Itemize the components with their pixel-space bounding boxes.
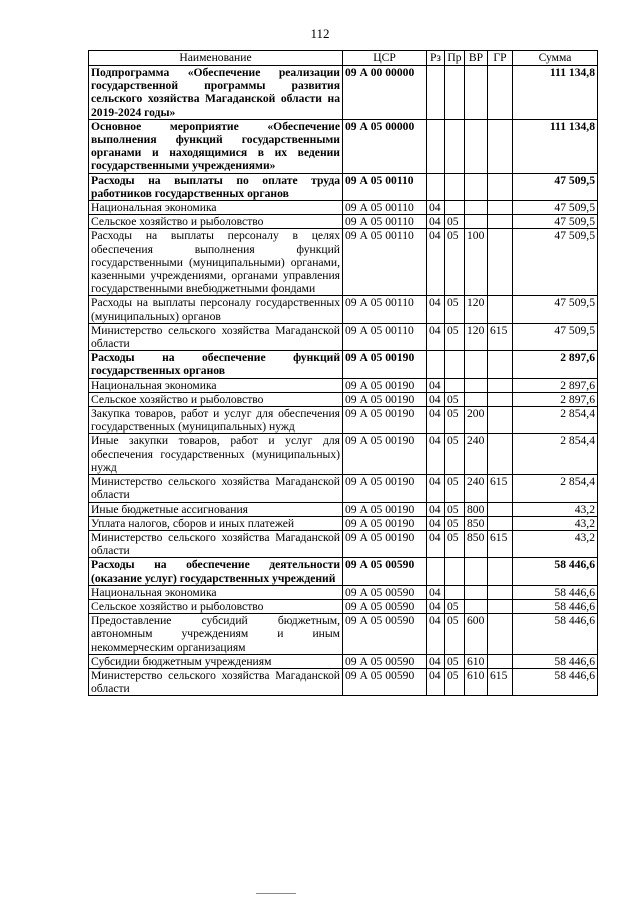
cell-vr: 240 xyxy=(465,475,488,502)
cell-csr: 09 А 05 00110 xyxy=(343,215,427,229)
cell-pr xyxy=(445,585,465,599)
cell-gr xyxy=(488,119,513,173)
cell-name: Сельское хозяйство и рыболовство xyxy=(89,215,343,229)
cell-sum: 111 134,8 xyxy=(513,66,598,120)
cell-pr: 05 xyxy=(445,502,465,516)
table-row xyxy=(89,585,598,599)
cell-name: Расходы на обеспечение деятельности (оказание услуг) государственных учреждений xyxy=(89,558,343,585)
header-rz: Рз xyxy=(427,51,445,66)
cell-vr xyxy=(465,201,488,215)
table-row xyxy=(89,407,598,434)
header-sum: Сумма xyxy=(513,51,598,66)
cell-csr: 09 А 05 00190 xyxy=(343,351,427,378)
page-number: 112 xyxy=(310,26,330,41)
cell-gr xyxy=(488,378,513,392)
cell-name: Министерство сельского хозяйства Магаданской области xyxy=(89,530,343,557)
cell-csr: 09 А 05 00190 xyxy=(343,407,427,434)
cell-sum: 2 897,6 xyxy=(513,392,598,406)
cell-csr: 09 А 05 00110 xyxy=(343,323,427,350)
cell-rz: 04 xyxy=(427,392,445,406)
table-row xyxy=(89,654,598,668)
cell-name: Сельское хозяйство и рыболовство xyxy=(89,392,343,406)
cell-name: Министерство сельского хозяйства Магаданской области xyxy=(89,475,343,502)
table-row xyxy=(89,599,598,613)
cell-gr xyxy=(488,66,513,120)
table-row xyxy=(89,558,598,585)
cell-rz: 04 xyxy=(427,296,445,323)
cell-rz xyxy=(427,66,445,120)
cell-vr xyxy=(465,392,488,406)
table-header xyxy=(89,51,598,66)
cell-vr: 100 xyxy=(465,229,488,296)
cell-pr: 05 xyxy=(445,599,465,613)
cell-gr xyxy=(488,201,513,215)
cell-sum: 2 854,4 xyxy=(513,407,598,434)
cell-vr: 120 xyxy=(465,323,488,350)
cell-vr xyxy=(465,585,488,599)
cell-pr: 05 xyxy=(445,229,465,296)
cell-gr xyxy=(488,351,513,378)
cell-sum: 58 446,6 xyxy=(513,599,598,613)
cell-rz: 04 xyxy=(427,516,445,530)
cell-gr xyxy=(488,215,513,229)
cell-gr xyxy=(488,392,513,406)
cell-gr xyxy=(488,558,513,585)
cell-vr: 120 xyxy=(465,296,488,323)
cell-gr xyxy=(488,296,513,323)
cell-vr xyxy=(465,173,488,200)
cell-name: Министерство сельского хозяйства Магаданской области xyxy=(89,668,343,695)
cell-csr: 09 А 05 00190 xyxy=(343,434,427,475)
cell-name: Министерство сельского хозяйства Магаданской области xyxy=(89,323,343,350)
cell-sum: 2 854,4 xyxy=(513,434,598,475)
cell-sum: 2 897,6 xyxy=(513,351,598,378)
cell-vr xyxy=(465,558,488,585)
cell-sum: 43,2 xyxy=(513,516,598,530)
cell-sum: 47 509,5 xyxy=(513,173,598,200)
cell-pr: 05 xyxy=(445,475,465,502)
cell-gr xyxy=(488,614,513,655)
cell-vr xyxy=(465,119,488,173)
cell-rz: 04 xyxy=(427,530,445,557)
cell-csr: 09 А 05 00190 xyxy=(343,475,427,502)
header-row xyxy=(89,51,598,66)
cell-name: Иные бюджетные ассигнования xyxy=(89,502,343,516)
cell-sum: 2 854,4 xyxy=(513,475,598,502)
table-row xyxy=(89,66,598,120)
cell-sum: 47 509,5 xyxy=(513,201,598,215)
cell-gr xyxy=(488,434,513,475)
cell-gr xyxy=(488,516,513,530)
cell-pr xyxy=(445,378,465,392)
cell-csr: 09 А 00 00000 xyxy=(343,66,427,120)
cell-sum: 43,2 xyxy=(513,530,598,557)
cell-rz: 04 xyxy=(427,215,445,229)
cell-pr: 05 xyxy=(445,614,465,655)
cell-name: Национальная экономика xyxy=(89,378,343,392)
cell-vr xyxy=(465,215,488,229)
cell-gr: 615 xyxy=(488,323,513,350)
cell-vr: 200 xyxy=(465,407,488,434)
cell-vr xyxy=(465,378,488,392)
cell-rz: 04 xyxy=(427,201,445,215)
cell-gr xyxy=(488,229,513,296)
cell-vr: 850 xyxy=(465,516,488,530)
table-row xyxy=(89,215,598,229)
cell-gr xyxy=(488,585,513,599)
cell-pr: 05 xyxy=(445,215,465,229)
cell-name: Субсидии бюджетным учреждениям xyxy=(89,654,343,668)
cell-csr: 09 А 05 00110 xyxy=(343,173,427,200)
cell-gr xyxy=(488,173,513,200)
cell-sum: 58 446,6 xyxy=(513,654,598,668)
header-name: Наименование xyxy=(89,51,343,66)
header-gr: ГР xyxy=(488,51,513,66)
cell-pr: 05 xyxy=(445,654,465,668)
cell-csr: 09 А 05 00000 xyxy=(343,119,427,173)
cell-rz: 04 xyxy=(427,407,445,434)
cell-name: Сельское хозяйство и рыболовство xyxy=(89,599,343,613)
cell-csr: 09 А 05 00590 xyxy=(343,668,427,695)
cell-pr: 05 xyxy=(445,323,465,350)
cell-name: Подпрограмма «Обеспечение реализации государственной программы развития сельского хозяйства Магаданской области на 2019-2024 годы» xyxy=(89,66,343,120)
cell-csr: 09 А 05 00190 xyxy=(343,392,427,406)
cell-name: Расходы на выплаты персоналу государственных (муниципальных) органов xyxy=(89,296,343,323)
cell-vr: 240 xyxy=(465,434,488,475)
cell-sum: 43,2 xyxy=(513,502,598,516)
cell-pr: 05 xyxy=(445,296,465,323)
cell-pr xyxy=(445,119,465,173)
cell-pr xyxy=(445,173,465,200)
cell-gr xyxy=(488,407,513,434)
cell-gr xyxy=(488,654,513,668)
cell-rz xyxy=(427,119,445,173)
cell-csr: 09 А 05 00190 xyxy=(343,516,427,530)
cell-name: Иные закупки товаров, работ и услуг для обеспечения государственных (муниципальных) нужд xyxy=(89,434,343,475)
cell-csr: 09 А 05 00590 xyxy=(343,558,427,585)
cell-pr: 05 xyxy=(445,530,465,557)
cell-pr: 05 xyxy=(445,407,465,434)
cell-sum: 58 446,6 xyxy=(513,614,598,655)
cell-csr: 09 А 05 00110 xyxy=(343,296,427,323)
cell-vr: 610 xyxy=(465,668,488,695)
cell-csr: 09 А 05 00110 xyxy=(343,229,427,296)
cell-vr: 850 xyxy=(465,530,488,557)
cell-name: Расходы на выплаты персоналу в целях обеспечения выполнения функций государственными (муниципальными) органами, казенными учреждениями, органами управления государственными внебюджетными фондами xyxy=(89,229,343,296)
cell-sum: 2 897,6 xyxy=(513,378,598,392)
cell-rz xyxy=(427,351,445,378)
cell-rz: 04 xyxy=(427,654,445,668)
cell-name: Национальная экономика xyxy=(89,201,343,215)
cell-pr xyxy=(445,351,465,378)
cell-vr: 600 xyxy=(465,614,488,655)
cell-name: Национальная экономика xyxy=(89,585,343,599)
cell-pr: 05 xyxy=(445,434,465,475)
cell-csr: 09 А 05 00590 xyxy=(343,599,427,613)
cell-csr: 09 А 05 00590 xyxy=(343,614,427,655)
cell-csr: 09 А 05 00190 xyxy=(343,502,427,516)
budget-table xyxy=(88,50,598,696)
cell-name: Закупка товаров, работ и услуг для обеспечения государственных (муниципальных) нужд xyxy=(89,407,343,434)
cell-vr xyxy=(465,66,488,120)
cell-rz: 04 xyxy=(427,434,445,475)
table-row xyxy=(89,351,598,378)
cell-rz xyxy=(427,558,445,585)
cell-gr xyxy=(488,599,513,613)
cell-sum: 47 509,5 xyxy=(513,296,598,323)
cell-name: Расходы на обеспечение функций государственных органов xyxy=(89,351,343,378)
cell-sum: 47 509,5 xyxy=(513,229,598,296)
cell-name: Основное мероприятие «Обеспечение выполнения функций государственными органами и находящимися в их ведении государственными учреждениями» xyxy=(89,119,343,173)
cell-rz: 04 xyxy=(427,323,445,350)
table-row xyxy=(89,296,598,323)
table-row xyxy=(89,434,598,475)
cell-rz: 04 xyxy=(427,668,445,695)
table-row xyxy=(89,392,598,406)
table-row xyxy=(89,502,598,516)
cell-name: Уплата налогов, сборов и иных платежей xyxy=(89,516,343,530)
cell-rz: 04 xyxy=(427,502,445,516)
cell-name: Расходы на выплаты по оплате труда работников государственных органов xyxy=(89,173,343,200)
cell-gr: 615 xyxy=(488,475,513,502)
cell-pr: 05 xyxy=(445,516,465,530)
table-row xyxy=(89,229,598,296)
cell-sum: 47 509,5 xyxy=(513,215,598,229)
cell-sum: 58 446,6 xyxy=(513,668,598,695)
cell-rz: 04 xyxy=(427,475,445,502)
header-csr: ЦСР xyxy=(343,51,427,66)
table-row xyxy=(89,119,598,173)
table-row xyxy=(89,614,598,655)
cell-sum: 47 509,5 xyxy=(513,323,598,350)
cell-csr: 09 А 05 00190 xyxy=(343,378,427,392)
cell-csr: 09 А 05 00190 xyxy=(343,530,427,557)
table-row xyxy=(89,475,598,502)
table-body xyxy=(89,66,598,696)
cell-name: Предоставление субсидий бюджетным, автономным учреждениям и иным некоммерческим организациям xyxy=(89,614,343,655)
cell-csr: 09 А 05 00590 xyxy=(343,585,427,599)
cell-vr: 800 xyxy=(465,502,488,516)
cell-csr: 09 А 05 00110 xyxy=(343,201,427,215)
cell-gr: 615 xyxy=(488,668,513,695)
cell-rz: 04 xyxy=(427,229,445,296)
cell-rz: 04 xyxy=(427,599,445,613)
cell-pr: 05 xyxy=(445,668,465,695)
cell-gr xyxy=(488,502,513,516)
cell-sum: 58 446,6 xyxy=(513,558,598,585)
cell-pr xyxy=(445,558,465,585)
table-row xyxy=(89,201,598,215)
cell-vr xyxy=(465,351,488,378)
cell-rz: 04 xyxy=(427,585,445,599)
cell-rz: 04 xyxy=(427,614,445,655)
cell-pr xyxy=(445,201,465,215)
cell-rz xyxy=(427,173,445,200)
cell-sum: 58 446,6 xyxy=(513,585,598,599)
cell-gr: 615 xyxy=(488,530,513,557)
scan-mark xyxy=(256,893,296,894)
cell-sum: 111 134,8 xyxy=(513,119,598,173)
cell-vr xyxy=(465,599,488,613)
table-row xyxy=(89,323,598,350)
table-row xyxy=(89,516,598,530)
table-row xyxy=(89,530,598,557)
table-row xyxy=(89,378,598,392)
cell-csr: 09 А 05 00590 xyxy=(343,654,427,668)
header-pr: Пр xyxy=(445,51,465,66)
header-vr: ВР xyxy=(465,51,488,66)
cell-pr: 05 xyxy=(445,392,465,406)
cell-vr: 610 xyxy=(465,654,488,668)
table-row xyxy=(89,173,598,200)
table-row xyxy=(89,668,598,695)
cell-rz: 04 xyxy=(427,378,445,392)
cell-pr xyxy=(445,66,465,120)
